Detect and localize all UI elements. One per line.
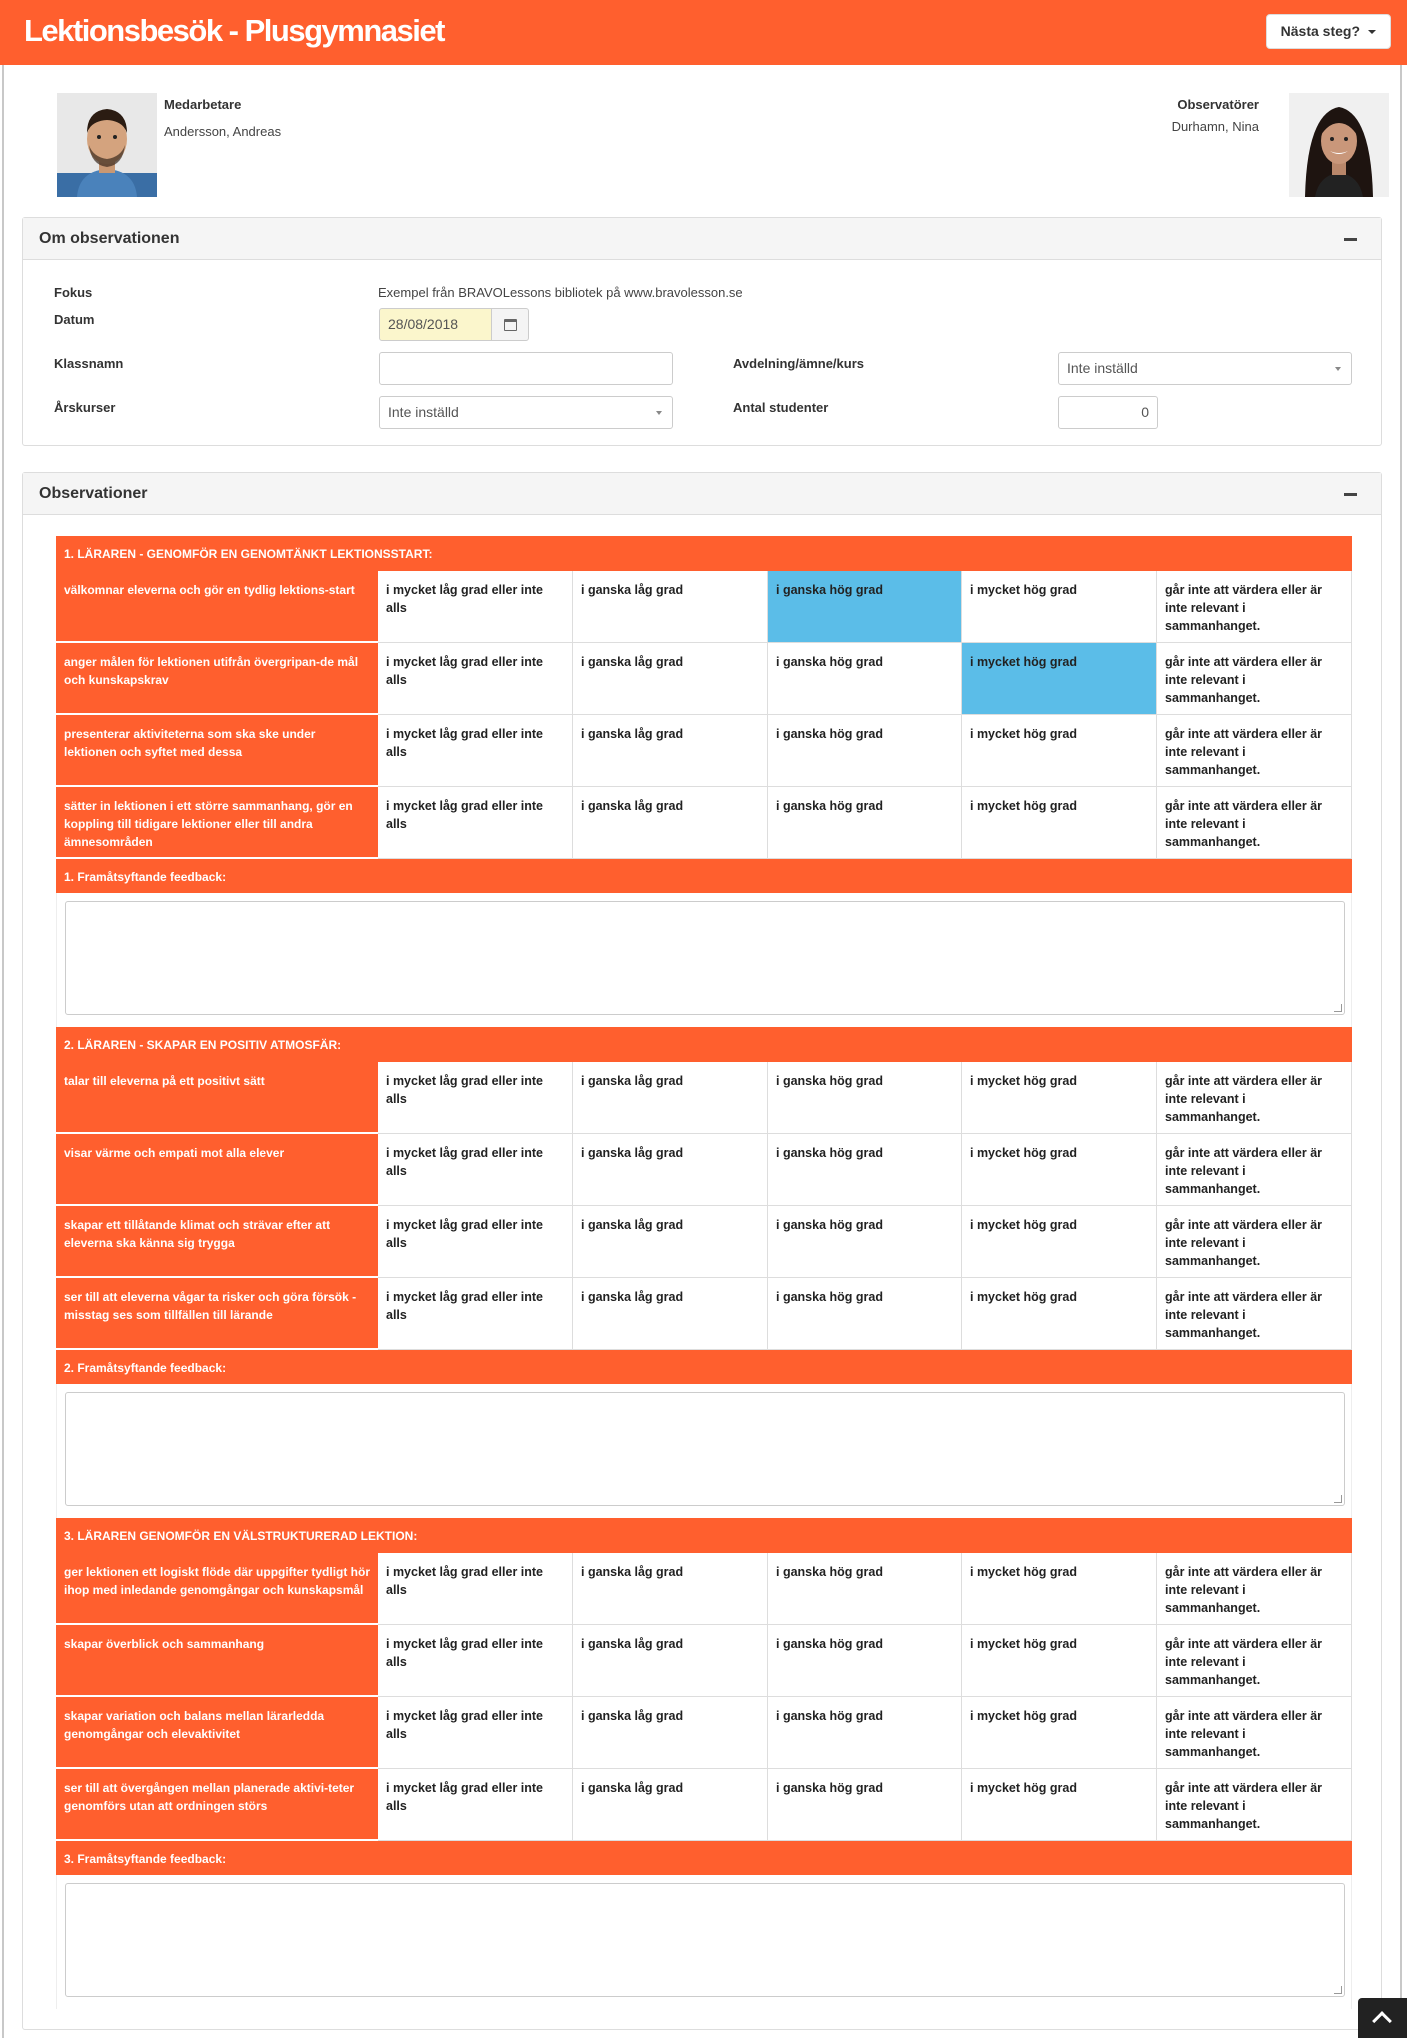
criterion-label: skapar överblick och sammanhang: [56, 1625, 378, 1697]
rating-option[interactable]: går inte att värdera eller är inte relevant i sammanhanget.: [1157, 1206, 1352, 1278]
feedback-header: 1. Framåtsyftande feedback:: [56, 859, 1352, 893]
rating-option[interactable]: i mycket låg grad eller inte alls: [378, 571, 573, 643]
criterion-row: [56, 1134, 1352, 1206]
criterion-label: presenterar aktiviteterna som ska ske under lektionen och syftet med dessa: [56, 715, 378, 787]
arskurser-label: Årskurser: [54, 400, 116, 415]
rating-option[interactable]: går inte att värdera eller är inte relevant i sammanhanget.: [1157, 1625, 1352, 1697]
rating-option[interactable]: går inte att värdera eller är inte relevant i sammanhanget.: [1157, 1134, 1352, 1206]
observations-panel-header[interactable]: [23, 473, 1381, 515]
feedback-textarea[interactable]: [65, 1392, 1345, 1506]
criterion-row: [56, 787, 1352, 859]
criterion-label: ser till att övergången mellan planerade aktivi-teter genomförs utan att ordningen störs: [56, 1769, 378, 1841]
next-step-button[interactable]: [1266, 14, 1391, 49]
avdelning-value: Inte inställd: [1067, 360, 1138, 376]
rating-option[interactable]: i mycket hög grad: [962, 1553, 1157, 1625]
rating-option[interactable]: i ganska hög grad: [768, 643, 962, 715]
fokus-value: Exempel från BRAVOLessons bibliotek på www.bravolesson.se: [378, 285, 743, 300]
antal-input[interactable]: 0: [1058, 396, 1158, 429]
rating-option[interactable]: i ganska låg grad: [573, 1553, 768, 1625]
arskurser-select[interactable]: [379, 396, 673, 429]
employee-label: Medarbetare: [164, 97, 242, 112]
rating-option[interactable]: i ganska låg grad: [573, 787, 768, 859]
rating-option[interactable]: i mycket hög grad: [962, 1134, 1157, 1206]
observations-panel-title: Observationer: [39, 485, 148, 502]
rating-option[interactable]: i ganska hög grad: [768, 1769, 962, 1841]
criterion-label: ser till att eleverna vågar ta risker och göra försök - misstag ses som tillfällen till lärande: [56, 1278, 378, 1350]
criterion-row: [56, 1553, 1352, 1625]
rating-option[interactable]: i mycket låg grad eller inte alls: [378, 715, 573, 787]
rating-option[interactable]: i mycket hög grad: [962, 1062, 1157, 1134]
feedback-header: 3. Framåtsyftande feedback:: [56, 1841, 1352, 1875]
employee-avatar: [57, 93, 157, 197]
rating-option[interactable]: i ganska hög grad: [768, 1625, 962, 1697]
criterion-label: talar till eleverna på ett positivt sätt: [56, 1062, 378, 1134]
top-bar: [0, 0, 1407, 65]
rating-option[interactable]: i ganska låg grad: [573, 1062, 768, 1134]
rating-option[interactable]: i ganska hög grad: [768, 1062, 962, 1134]
rating-option[interactable]: i ganska hög grad: [768, 1206, 962, 1278]
scroll-to-top-button[interactable]: [1358, 1998, 1407, 2038]
criterion-row: [56, 1206, 1352, 1278]
klassnamn-input[interactable]: [379, 352, 673, 385]
rating-option[interactable]: i mycket hög grad: [962, 571, 1157, 643]
feedback-area: [56, 1384, 1352, 1518]
criterion-label: anger målen för lektionen utifrån övergripan-de mål och kunskapskrav: [56, 643, 378, 715]
rating-option[interactable]: i mycket låg grad eller inte alls: [378, 1769, 573, 1841]
resize-handle-icon[interactable]: [1334, 1004, 1342, 1012]
next-step-label: Nästa steg?: [1280, 23, 1360, 39]
rating-option[interactable]: går inte att värdera eller är inte relevant i sammanhanget.: [1157, 1553, 1352, 1625]
criterion-label: välkomnar eleverna och gör en tydlig lektions-start: [56, 571, 378, 643]
employee-name: Andersson, Andreas: [164, 124, 282, 139]
rating-option[interactable]: går inte att värdera eller är inte relevant i sammanhanget.: [1157, 715, 1352, 787]
rating-option[interactable]: i mycket låg grad eller inte alls: [378, 1553, 573, 1625]
criterion-row: [56, 1278, 1352, 1350]
section-header: 2. LÄRAREN - SKAPAR EN POSITIV ATMOSFÄR:: [56, 1027, 1352, 1062]
feedback-header: 2. Framåtsyftande feedback:: [56, 1350, 1352, 1384]
rating-option[interactable]: i mycket hög grad: [962, 643, 1157, 715]
rating-option[interactable]: i ganska låg grad: [573, 571, 768, 643]
rating-option[interactable]: i ganska låg grad: [573, 1278, 768, 1350]
klassnamn-label: Klassnamn: [54, 356, 124, 371]
rating-option[interactable]: i ganska hög grad: [768, 787, 962, 859]
avdelning-label: Avdelning/ämne/kurs: [733, 356, 864, 371]
criterion-row: [56, 571, 1352, 643]
rating-option[interactable]: i ganska hög grad: [768, 715, 962, 787]
criterion-label: skapar ett tillåtande klimat och strävar efter att eleverna ska känna sig trygga: [56, 1206, 378, 1278]
rating-option[interactable]: går inte att värdera eller är inte relevant i sammanhanget.: [1157, 1697, 1352, 1769]
rating-option[interactable]: går inte att värdera eller är inte relevant i sammanhanget.: [1157, 1062, 1352, 1134]
rating-option[interactable]: i ganska låg grad: [573, 1206, 768, 1278]
collapse-icon[interactable]: [1344, 238, 1357, 241]
observer-name: Durhamn, Nina: [1171, 119, 1259, 134]
rating-option[interactable]: i mycket låg grad eller inte alls: [378, 1062, 573, 1134]
criterion-label: visar värme och empati mot alla elever: [56, 1134, 378, 1206]
chevron-up-icon: [1372, 2011, 1392, 2031]
calendar-icon: [504, 319, 517, 331]
feedback-textarea[interactable]: [65, 1883, 1345, 1997]
criterion-row: [56, 643, 1352, 715]
rating-option[interactable]: i mycket hög grad: [962, 787, 1157, 859]
criterion-label: sätter in lektionen i ett större sammanhang, gör en koppling till tidigare lektioner eller till andra ämnesområden: [56, 787, 378, 859]
rating-option[interactable]: i ganska hög grad: [768, 571, 962, 643]
feedback-area: [56, 1875, 1352, 2009]
calendar-button[interactable]: [491, 308, 529, 341]
collapse-icon[interactable]: [1344, 493, 1357, 496]
rating-option[interactable]: i mycket låg grad eller inte alls: [378, 1206, 573, 1278]
antal-label: Antal studenter: [733, 400, 829, 415]
rating-option[interactable]: går inte att värdera eller är inte relevant i sammanhanget.: [1157, 643, 1352, 715]
chevron-down-icon: [656, 411, 662, 415]
rating-option[interactable]: i ganska hög grad: [768, 1697, 962, 1769]
rating-option[interactable]: i mycket hög grad: [962, 1206, 1157, 1278]
rating-option[interactable]: i mycket hög grad: [962, 715, 1157, 787]
caret-down-icon: [1368, 30, 1376, 34]
feedback-area: [56, 893, 1352, 1027]
rating-option[interactable]: i ganska hög grad: [768, 1134, 962, 1206]
rating-option[interactable]: i ganska hög grad: [768, 1553, 962, 1625]
rating-option[interactable]: i ganska låg grad: [573, 1769, 768, 1841]
rating-option[interactable]: i mycket hög grad: [962, 1697, 1157, 1769]
rating-option[interactable]: i mycket hög grad: [962, 1278, 1157, 1350]
feedback-textarea[interactable]: [65, 901, 1345, 1015]
observer-label: Observatörer: [1177, 97, 1259, 112]
rating-option[interactable]: i mycket låg grad eller inte alls: [378, 1625, 573, 1697]
about-panel: [22, 217, 1382, 446]
criterion-row: [56, 1625, 1352, 1697]
rating-option[interactable]: går inte att värdera eller är inte relevant i sammanhanget.: [1157, 571, 1352, 643]
rating-option[interactable]: i ganska låg grad: [573, 715, 768, 787]
rating-option[interactable]: i mycket låg grad eller inte alls: [378, 1134, 573, 1206]
rating-option[interactable]: i ganska låg grad: [573, 1697, 768, 1769]
avdelning-select[interactable]: [1058, 352, 1352, 385]
criterion-row: [56, 1062, 1352, 1134]
resize-handle-icon[interactable]: [1334, 1986, 1342, 1994]
criterion-row: [56, 1697, 1352, 1769]
about-panel-title: Om observationen: [39, 230, 180, 247]
arskurser-value: Inte inställd: [388, 404, 459, 420]
criterion-row: [56, 715, 1352, 787]
rating-option[interactable]: i mycket hög grad: [962, 1625, 1157, 1697]
section-header: 1. LÄRAREN - GENOMFÖR EN GENOMTÄNKT LEKTIONSSTART:: [56, 536, 1352, 571]
rating-option[interactable]: i mycket låg grad eller inte alls: [378, 1278, 573, 1350]
rating-option[interactable]: i mycket låg grad eller inte alls: [378, 787, 573, 859]
datum-label: Datum: [54, 312, 95, 327]
criterion-label: skapar variation och balans mellan lärarledda genomgångar och elevaktivitet: [56, 1697, 378, 1769]
fokus-label: Fokus: [54, 285, 93, 300]
rating-option[interactable]: går inte att värdera eller är inte relevant i sammanhanget.: [1157, 1278, 1352, 1350]
criterion-label: ger lektionen ett logiskt flöde där uppgifter tydligt hör ihop med inledande genomgångar och kunskapsmål: [56, 1553, 378, 1625]
rating-option[interactable]: i mycket låg grad eller inte alls: [378, 643, 573, 715]
criterion-row: [56, 1769, 1352, 1841]
section-header: 3. LÄRAREN GENOMFÖR EN VÄLSTRUKTURERAD LEKTION:: [56, 1518, 1352, 1553]
date-input[interactable]: 28/08/2018: [379, 308, 492, 341]
observations-table: [56, 536, 1352, 2006]
about-panel-header[interactable]: [23, 218, 1381, 260]
rating-option[interactable]: i ganska låg grad: [573, 1134, 768, 1206]
rating-option[interactable]: i mycket låg grad eller inte alls: [378, 1697, 573, 1769]
chevron-down-icon: [1335, 367, 1341, 371]
rating-option[interactable]: går inte att värdera eller är inte relevant i sammanhanget.: [1157, 1769, 1352, 1841]
rating-option[interactable]: går inte att värdera eller är inte relevant i sammanhanget.: [1157, 787, 1352, 859]
rating-option[interactable]: i ganska låg grad: [573, 1625, 768, 1697]
page-title: Lektionsbesök - Plusgymnasiet: [24, 13, 444, 48]
rating-option[interactable]: i ganska hög grad: [768, 1278, 962, 1350]
observer-avatar: [1289, 93, 1389, 197]
resize-handle-icon[interactable]: [1334, 1495, 1342, 1503]
rating-option[interactable]: i ganska låg grad: [573, 643, 768, 715]
rating-option[interactable]: i mycket hög grad: [962, 1769, 1157, 1841]
